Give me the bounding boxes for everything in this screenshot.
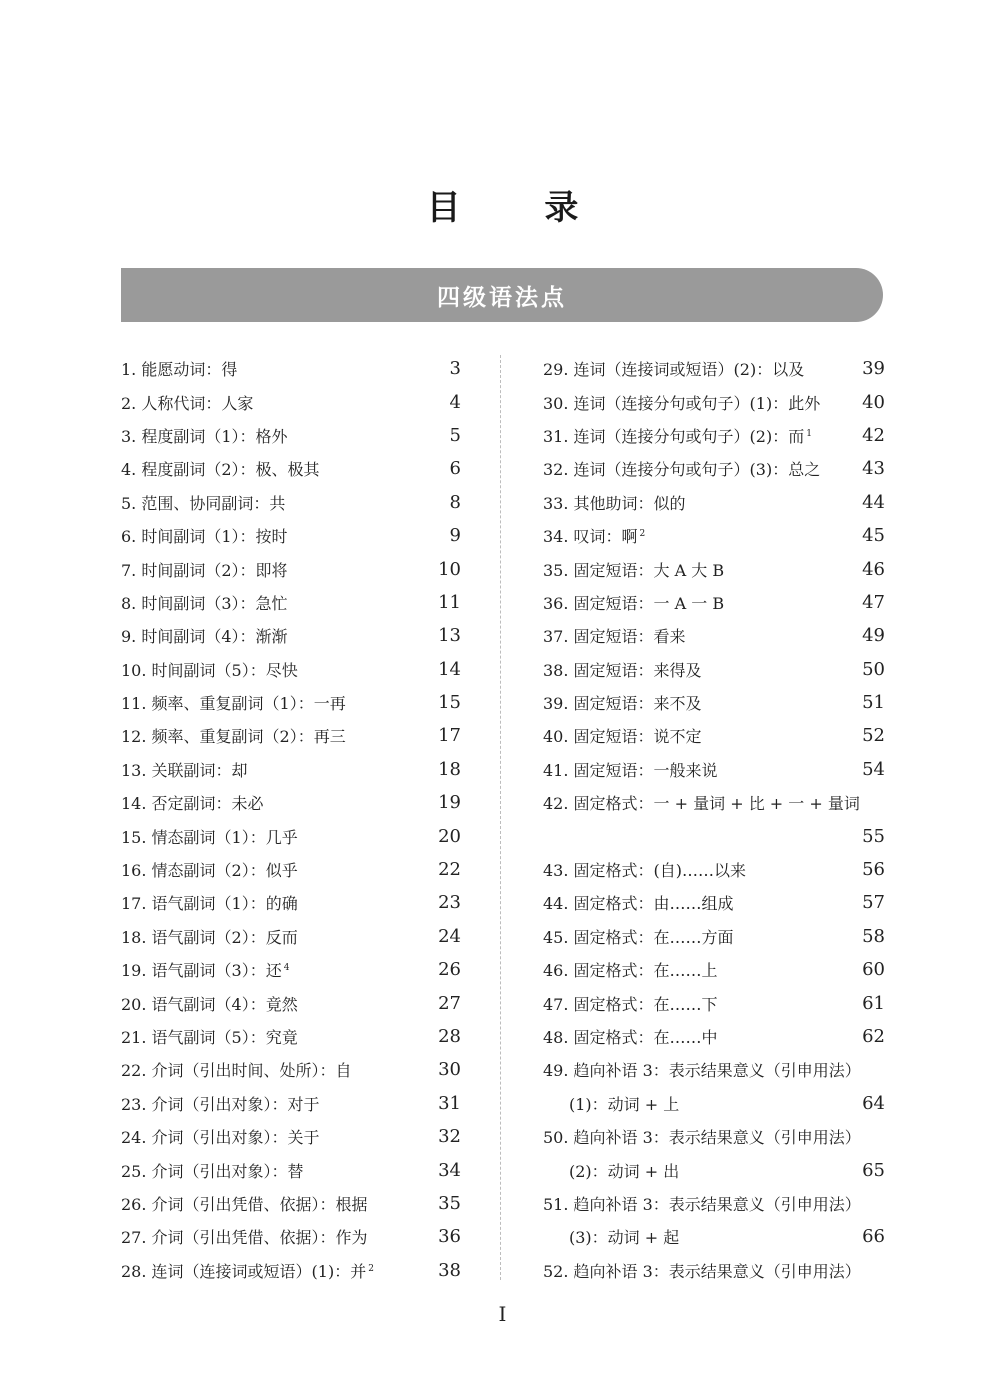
toc-entry-label: 6. 时间副词（1）：按时 [121,527,288,547]
toc-entry-label: 10. 时间副词（5）：尽快 [121,660,298,680]
toc-entry-label: 27. 介词（引出凭借、依据）：作为 [121,1228,368,1248]
toc-entry-page: 26 [438,959,461,981]
toc-entry-label: 51. 趋向补语 3：表示结果意义（引申用法） [543,1194,861,1214]
toc-entry-label-group [121,958,289,981]
toc-entry[interactable] [543,853,885,886]
toc-entry-page: 57 [862,892,885,914]
toc-entry-page: 52 [862,725,885,747]
toc-entry-label: 40. 固定短语：说不定 [543,727,702,747]
toc-entry-label: 19. 语气副词（3）：还 [121,961,282,981]
toc-entry[interactable] [121,886,461,919]
toc-entry[interactable] [543,819,885,852]
toc-entry-label: 24. 介词（引出对象）：关于 [121,1128,320,1148]
toc-entry-page: 27 [438,992,461,1014]
toc-entry-label: 21. 语气副词（5）：究竟 [121,1028,298,1047]
toc-entry[interactable] [121,1153,461,1186]
toc-entry[interactable] [121,1220,461,1253]
toc-entry[interactable] [543,786,885,819]
toc-entry-page: 47 [862,591,885,613]
toc-entry[interactable] [543,1187,885,1220]
toc-entry-page: 3 [449,358,461,380]
toc-entry-label: 5. 范围、协同副词：共 [121,493,286,513]
toc-entry-page: 35 [438,1192,461,1214]
toc-entry-label: 50. 趋向补语 3：表示结果意义（引申用法） [543,1128,861,1148]
toc-entry[interactable] [121,586,461,619]
column-divider [500,355,501,1280]
toc-entry-page: 19 [438,792,461,814]
toc-entry-label: 31. 连词（连接分句或句子）(2)：而 [543,426,805,446]
page-number: I [498,1302,507,1326]
toc-entry-page: 31 [438,1092,461,1114]
toc-entry[interactable] [121,920,461,953]
toc-entry[interactable] [543,653,885,686]
toc-entry[interactable] [543,719,885,752]
toc-entry[interactable] [121,1254,461,1287]
toc-left-column [121,352,461,1287]
toc-entry-page: 20 [438,825,461,847]
toc-entry[interactable] [543,586,885,619]
toc-entry[interactable] [543,1020,885,1053]
toc-entry-label: 36. 固定短语：一 A 一 B [543,593,725,613]
toc-entry-footnote-mark: 1 [806,428,812,439]
toc-entry-label: 20. 语气副词（4）：竟然 [121,994,298,1014]
toc-entry[interactable] [543,1220,885,1253]
toc-entry[interactable] [543,486,885,519]
toc-entry-page: 45 [862,525,885,547]
toc-entry[interactable] [543,1120,885,1153]
toc-entry-page: 56 [862,859,885,881]
toc-entry-label: 14. 否定副词：未必 [121,794,264,814]
toc-entry-label: 43. 固定格式：(自)……以来 [543,861,747,881]
toc-entry-page: 44 [862,491,885,513]
toc-entry-label: 7. 时间副词（2）：即将 [121,560,288,580]
toc-entry[interactable] [543,619,885,652]
toc-entry[interactable] [543,519,885,552]
toc-entry[interactable] [121,853,461,886]
toc-entry[interactable] [121,686,461,719]
toc-entry-label-group [121,1259,374,1282]
toc-entry-page: 55 [862,825,885,847]
toc-entry-page: 15 [438,692,461,714]
toc-entry[interactable] [543,753,885,786]
toc-entry[interactable] [543,986,885,1019]
toc-entry-label: 12. 频率、重复副词（2）：再三 [121,727,346,747]
toc-entry[interactable] [121,552,461,585]
toc-entry-page: 28 [438,1026,461,1047]
toc-entry[interactable] [121,419,461,452]
toc-entry[interactable] [543,686,885,719]
toc-entry[interactable] [543,552,885,585]
toc-entry[interactable] [121,352,461,385]
toc-entry-label: 34. 叹词：啊 [543,527,638,547]
toc-entry-page: 10 [438,558,461,580]
toc-entry-label: 44. 固定格式：由……组成 [543,894,734,914]
toc-entry[interactable] [543,1053,885,1086]
toc-entry-label: 37. 固定短语：看来 [543,627,686,647]
toc-entry-label: 13. 关联副词：却 [121,760,248,780]
toc-entry-label: 49. 趋向补语 3：表示结果意义（引申用法） [543,1061,861,1081]
toc-entry[interactable] [121,619,461,652]
toc-entry-page: 39 [862,358,885,380]
toc-entry[interactable] [121,519,461,552]
toc-entry-label: (3)：动词 + 起 [569,1228,680,1248]
toc-entry[interactable] [121,786,461,819]
toc-entry-label: 2. 人称代词：人家 [121,393,254,413]
section-banner [121,268,883,322]
toc-entry-page: 49 [862,625,885,647]
toc-entry-label: 4. 程度副词（2）：极、极其 [121,460,320,480]
toc-entry[interactable] [543,1153,885,1186]
toc-entry[interactable] [543,385,885,418]
toc-entry[interactable] [121,486,461,519]
toc-right-column [543,352,885,1287]
toc-entry-page: 11 [438,591,461,613]
toc-entry-page: 22 [438,859,461,881]
toc-entry-page: 8 [449,491,461,513]
toc-entry-label: 33. 其他助词：似的 [543,493,686,513]
toc-entry-label-group [543,524,645,547]
toc-entry-label: 38. 固定短语：来得及 [543,660,702,680]
toc-entry-label: 39. 固定短语：来不及 [543,694,702,714]
toc-entry-label-group [543,424,812,447]
toc-entry-page: 54 [862,758,885,780]
toc-entry-page: 24 [438,925,461,947]
toc-entry[interactable] [121,1020,461,1053]
toc-entry[interactable] [121,1087,461,1120]
toc-entry-label: 35. 固定短语：大 A 大 B [543,560,725,580]
toc-entry[interactable] [543,1087,885,1120]
toc-entry-footnote-mark: 2 [639,529,646,540]
toc-entry[interactable] [121,653,461,686]
toc-entry-page: 51 [862,692,885,714]
toc-entry-label: 15. 情态副词（1）：几乎 [121,827,298,847]
toc-entry-label: 47. 固定格式：在……下 [543,994,718,1014]
toc-entry-label: 45. 固定格式：在……方面 [543,927,734,947]
toc-entry[interactable] [121,953,461,986]
toc-entry[interactable] [543,1254,885,1287]
toc-entry[interactable] [543,886,885,919]
toc-entry-page: 60 [862,959,885,981]
toc-entry-footnote-mark: 2 [368,1263,374,1274]
toc-entry[interactable] [121,1187,461,1220]
toc-entry-page: 38 [438,1259,461,1281]
toc-entry-page: 34 [438,1159,461,1181]
toc-entry-label: 41. 固定短语：一般来说 [543,760,718,780]
toc-entry[interactable] [121,385,461,418]
toc-entry-page: 50 [862,658,885,680]
toc-entry-label: (1)：动词 + 上 [569,1094,680,1114]
toc-entry-label: 48. 固定格式：在……中 [543,1028,718,1047]
toc-entry-page: 5 [449,424,461,446]
toc-entry-label: (2)：动词 + 出 [569,1161,680,1181]
toc-entry-label: 11. 频率、重复副词（1）：一再 [121,694,346,714]
toc-entry-label: 42. 固定格式：一 + 量词 + 比 + 一 + 量词 [543,794,860,814]
toc-entry-page: 18 [438,758,461,780]
toc-entry-label: 28. 连词（连接词或短语）(1)：并 [121,1261,367,1281]
toc-entry-page: 46 [862,558,885,580]
toc-entry[interactable] [121,1053,461,1086]
toc-entry[interactable] [121,753,461,786]
toc-entry[interactable] [121,452,461,485]
toc-entry-label: 9. 时间副词（4）：渐渐 [121,627,288,647]
toc-entry[interactable] [543,452,885,485]
toc-entry-label: 26. 介词（引出凭借、依据）：根据 [121,1194,368,1214]
toc-entry-label: 18. 语气副词（2）：反而 [121,927,298,947]
toc-entry-page: 6 [449,458,461,480]
toc-entry-label: 32. 连词（连接分句或句子）(3)：总之 [543,460,821,480]
toc-entry-label: 22. 介词（引出时间、处所）：自 [121,1061,352,1081]
toc-entry-label: 17. 语气副词（1）：的确 [121,894,298,914]
toc-entry-label: 23. 介词（引出对象）：对于 [121,1094,320,1114]
toc-entry-label: 46. 固定格式：在……上 [543,961,718,981]
toc-entry[interactable] [543,953,885,986]
page-title: 目 录 [426,188,615,228]
toc-entry-page: 14 [438,658,461,680]
toc-entry[interactable] [121,986,461,1019]
toc-entry-page: 61 [862,992,885,1014]
toc-entry-page: 4 [449,391,461,413]
toc-entry-label: 30. 连词（连接分句或句子）(1)：此外 [543,393,821,413]
toc-entry-page: 66 [862,1226,885,1248]
toc-entry[interactable] [121,819,461,852]
toc-entry-page: 36 [438,1226,461,1248]
toc-entry-page: 65 [862,1159,885,1181]
toc-entry[interactable] [543,920,885,953]
toc-entry-label: 29. 连词（连接词或短语）(2)：以及 [543,360,805,380]
toc-entry-label: 3. 程度副词（1）：格外 [121,426,288,446]
section-banner-label: 四级语法点 [437,284,567,311]
toc-entry-page: 17 [438,725,461,747]
toc-entry-page: 43 [862,458,885,480]
toc-entry[interactable] [121,1120,461,1153]
toc-entry-page: 32 [438,1126,461,1148]
toc-entry-label: 1. 能愿动词：得 [121,360,238,380]
toc-entry[interactable] [543,352,885,385]
toc-entry-page: 42 [862,424,885,446]
toc-entry-page: 64 [862,1092,885,1114]
toc-entry-page: 62 [862,1026,885,1047]
toc-entry-page: 13 [438,625,461,647]
toc-entry-label: 16. 情态副词（2）：似乎 [121,861,298,881]
toc-entry[interactable] [121,719,461,752]
toc-entry-page: 23 [438,892,461,914]
toc-entry-footnote-mark: 4 [283,963,290,974]
toc-entry-page: 9 [449,525,461,547]
toc-entry-label: 25. 介词（引出对象）：替 [121,1161,304,1181]
toc-entry-label: 52. 趋向补语 3：表示结果意义（引申用法） [543,1261,861,1281]
toc-entry-page: 40 [862,391,885,413]
toc-entry[interactable] [543,419,885,452]
toc-entry-page: 30 [438,1059,461,1081]
toc-entry-label: 8. 时间副词（3）：急忙 [121,593,288,613]
toc-entry-page: 58 [862,925,885,947]
